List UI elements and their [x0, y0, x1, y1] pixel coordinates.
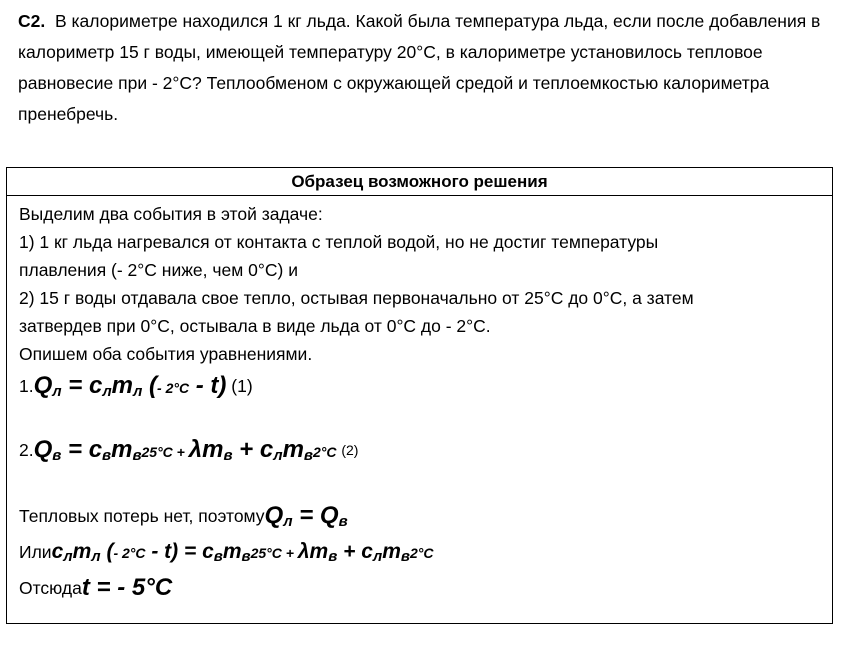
equation-ref: (1) — [231, 375, 253, 396]
formula-balance: $Q_л = Q_в$ — [264, 502, 348, 530]
answer-value: t = - 5°C — [81, 574, 173, 601]
formula-2: $Q_в = c_вm_в25^\circ C + \lambda m_в + c_лm_в2^\circ C$ — [33, 436, 337, 464]
equation-number: 1. — [19, 375, 34, 396]
combined-text: Или — [19, 541, 52, 562]
solution-line: 2) 15 г воды отдавала свое тепло, остывая первоначально от 25°С до 0°С, а затем — [19, 288, 694, 308]
balance-line — [19, 498, 832, 534]
balance-text: Тепловых потерь нет, поэтому — [19, 505, 265, 526]
solution-body — [7, 196, 832, 606]
solution-line: Опишем оба события уравнениями. — [19, 344, 313, 364]
equation-ref: (2) — [341, 442, 359, 458]
task-text: В калориметре находился 1 кг льда. Какой была температура льда, если после добавления в калориметр 15 г воды, имеющей температуру 20°С, в калориметре установилось тепловое равновесие при - 2°С? Теплообменом с окружающей средой и теплоемкостью калориметра пренебречь. — [18, 11, 821, 124]
task-statement — [18, 6, 828, 130]
equation-2 — [19, 432, 832, 468]
formula-combined: $c_лm_л$ (- $2^\circ C - t) = c_вm_в25^\circ C + \lambda m_в + c_лm_в2^\circ C$ — [51, 539, 434, 565]
equation-number: 2. — [19, 439, 34, 460]
task-label: С2. — [18, 11, 46, 31]
solution-title: Образец возможного решения — [7, 168, 832, 196]
combined-line — [19, 534, 832, 570]
solution-line: 1) 1 кг льда нагревался от контакта с теплой водой, но не достиг температуры — [19, 232, 659, 252]
solution-line: плавления (- 2°С ниже, чем 0°С) и — [19, 260, 298, 280]
solution-box — [6, 167, 833, 624]
formula-1: $Q_л = c_лm_л$ (- 2°C - t) — [33, 372, 227, 400]
answer-line — [19, 570, 832, 606]
answer-prefix: Отсюда — [19, 577, 82, 598]
solution-line: затвердев при 0°С, остывала в виде льда от 0°С до - 2°С. — [19, 316, 491, 336]
equation-1 — [19, 368, 832, 404]
solution-line: Выделим два события в этой задаче: — [19, 204, 323, 224]
